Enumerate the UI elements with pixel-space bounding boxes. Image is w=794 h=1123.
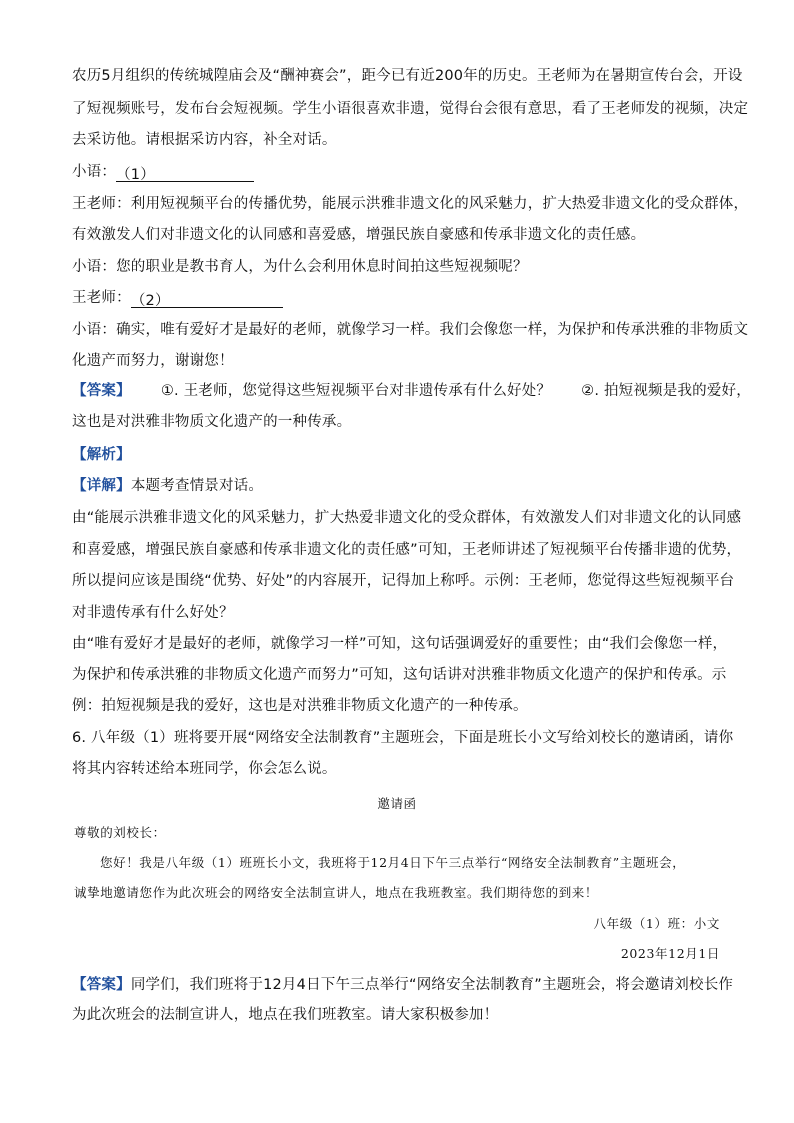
analysis-line-3: 所以提问应该是围绕“优势、好处”的内容展开，记得加上称呼。示例：王老师，您觉得这些短视频平台: [72, 573, 735, 589]
letter-body-line-2: 诚挚地邀请您作为此次班会的网络安全法制宣讲人，地点在我班教室。我们期待您的到来！: [74, 885, 599, 900]
dialogue-teacher-2: [72, 288, 732, 308]
letter-body-line-1: 您好！我是八年级（1）班班长小文，我班将于12月4日下午三点举行“网络安全法制教育”主题班会，: [100, 855, 686, 870]
analysis-detail: 【详解】本题考查情景对话。: [72, 478, 264, 494]
answer-2-line-1: 【答案】同学们，我们班将于12月4日下午三点举行“网络安全法制教育”主题班会，将会邀请刘校长作: [72, 977, 734, 993]
question-6-line-2: 将其内容转述给本班同学，你会怎么说。: [72, 761, 337, 777]
answer-tag: 【答案】: [72, 977, 131, 993]
dialogue-xiaoyu-2: 小语：您的职业是教书育人，为什么会利用休息时间拍这些短视频呢？: [72, 259, 528, 275]
analysis-line-5: 由“唯有爱好才是最好的老师，就像学习一样”可知，这句话强调爱好的重要性；由“我们会像您一样，: [72, 636, 728, 652]
answer-blank-2: （2）: [131, 291, 283, 308]
speaker-label: 小语：: [72, 164, 117, 180]
question-6-line-1: 6. 八年级（1）班将要开展“网络安全法制教育”主题班会，下面是班长小文写给刘校长的邀请函，请你: [72, 730, 734, 746]
intro-line-3: 去采访他。请根据采访内容，补全对话。: [72, 132, 337, 148]
analysis-tag: 【解析】: [72, 447, 131, 463]
answer-1-line-1: [72, 381, 751, 401]
analysis-line-2: 和喜爱感，增强民族自豪感和传承非遗文化的责任感”可知，王老师讲述了短视频平台传播非遗的优势，: [72, 542, 742, 558]
letter-date: 2023年12月1日: [620, 946, 720, 961]
letter-title: 邀请函: [377, 796, 417, 811]
dialogue-xiaoyu-3-line-2: 化遗产而努力，谢谢您！: [72, 353, 234, 369]
answer-1-line-2: 这也是对洪雅非物质文化遗产的一种传承。: [72, 414, 352, 430]
answer-item-2: ②. 拍短视频是我的爱好，: [581, 383, 751, 399]
dialogue-xiaoyu-1: [72, 162, 732, 182]
answer-tag: 【答案】: [72, 383, 131, 399]
analysis-line-7: 例：拍短视频是我的爱好，这也是对洪雅非物质文化遗产的一种传承。: [72, 698, 528, 714]
analysis-line-6: 为保护和传承洪雅的非物质文化遗产而努力”可知，这句话讲对洪雅非物质文化遗产的保护和传承。示: [72, 667, 727, 683]
answer-blank-1: （1）: [116, 165, 254, 182]
analysis-line-1: 由“能展示洪雅非遗文化的风采魅力，扩大热爱非遗文化的受众群体，有效激发人们对非遗文化的认同感: [72, 510, 742, 526]
speaker-label: 王老师：: [72, 290, 131, 306]
letter-salutation: 尊敬的刘校长：: [74, 825, 166, 840]
dialogue-xiaoyu-3-line-1: 小语：确实，唯有爱好才是最好的老师，就像学习一样。我们会像您一样，为保护和传承洪雅的非物质文: [72, 322, 749, 338]
letter-signer: 八年级（1）班：小文: [593, 916, 720, 931]
answer-2-line-2: 为此次班会的法制宣讲人，地点在我们班教室。请大家积极参加！: [72, 1007, 499, 1023]
answer-item-1: ①. 王老师，您觉得这些短视频平台对非遗传承有什么好处？: [160, 383, 552, 399]
intro-line-1: 农历5月组织的传统城隍庙会及“酬神赛会”，距今已有近200年的历史。王老师为在暑期宣传台会，开设: [72, 68, 743, 84]
analysis-heading: [72, 445, 732, 465]
analysis-line-4: 对非遗传承有什么好处？: [72, 605, 234, 621]
dialogue-teacher-1-line-2: 有效激发人们对非遗文化的认同感和喜爱感，增强民族自豪感和传承非遗文化的责任感。: [72, 227, 646, 243]
detail-tag: 【详解】: [72, 478, 131, 494]
intro-line-2: 了短视频账号，发布台会短视频。学生小语很喜欢非遗，觉得台会很有意思，看了王老师发的视频，决定: [72, 101, 749, 117]
dialogue-teacher-1-line-1: 王老师：利用短视频平台的传播优势，能展示洪雅非遗文化的风采魅力，扩大热爱非遗文化的受众群体，: [72, 196, 749, 212]
